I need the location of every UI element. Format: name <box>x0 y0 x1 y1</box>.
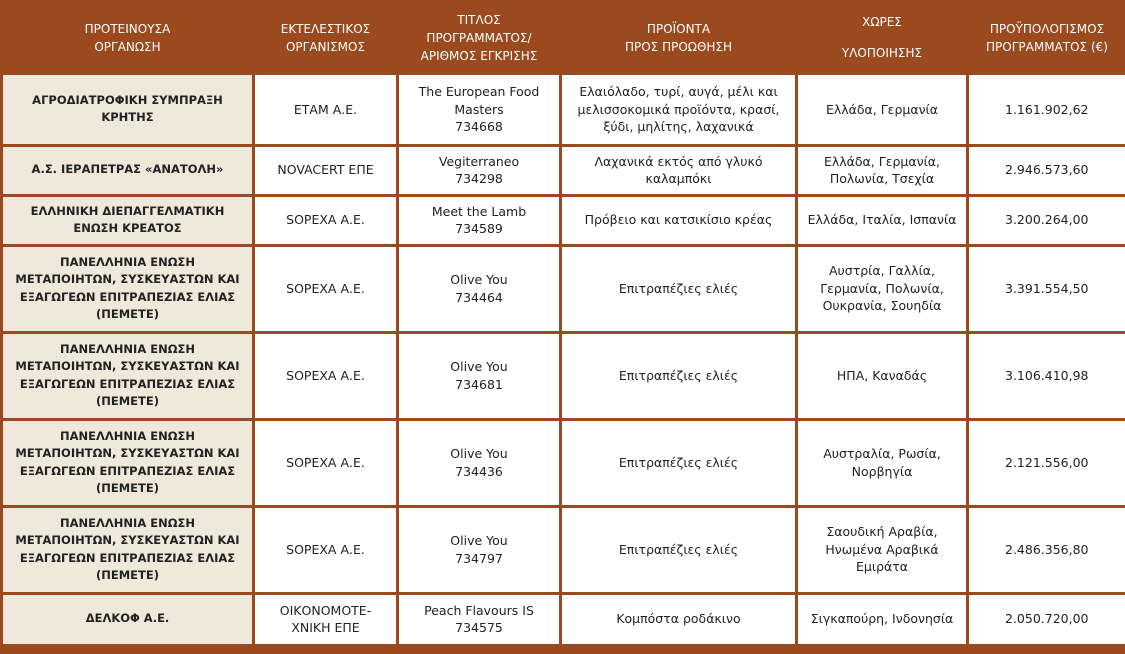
cell-budget: 2.050.720,00 <box>968 593 1125 645</box>
cell-executing-body <box>254 419 398 506</box>
cell-proposing-org <box>2 245 254 332</box>
cell-products <box>561 75 797 145</box>
cell-line: Ελλάδα, Γερμανία, <box>823 153 941 169</box>
cell-line: Masters <box>454 101 504 117</box>
cell-line: Olive You <box>450 446 508 461</box>
cell-countries <box>797 245 968 332</box>
cell-countries <box>797 593 968 645</box>
cell-line: 734681 <box>455 376 503 392</box>
cell-line: Ελλάδα, Γερμανία <box>825 101 939 117</box>
cell-line: Meet the Lamb <box>431 203 527 219</box>
cell-line: The European Food <box>418 84 540 99</box>
table-row <box>2 506 1125 593</box>
cell-line: ΠΑΝΕΛΛΗΝΙΑ ΕΝΩΣΗ <box>60 341 195 356</box>
cell-line: ΜΕΤΑΠΟΙΗΤΩΝ, ΣΥΣΚΕΥΑΣΤΩΝ ΚΑΙ <box>15 272 240 286</box>
table-row <box>2 593 1125 645</box>
cell-line: 734298 <box>455 171 503 186</box>
cell-executing-body <box>254 75 398 145</box>
table-header-row <box>2 0 1125 75</box>
cell-products <box>561 506 797 593</box>
cell-line: Εμιράτα <box>855 559 909 575</box>
cell-line: ΔΕΛΚΟΦ Α.Ε. <box>85 611 170 626</box>
cell-products <box>561 593 797 645</box>
cell-line: μελισσοκομικά προϊόντα, κρασί, <box>577 101 780 117</box>
cell-program-title <box>398 75 561 145</box>
cell-line: ΕΞΑΓΩΓΕΩΝ ΕΠΙΤΡΑΠΕΖΙΑΣ ΕΛΙΑΣ <box>19 289 236 304</box>
cell-line: Olive You <box>450 272 508 287</box>
header-line: ΕΚΤΕΛΕΣΤΙΚΟΣ <box>280 21 371 36</box>
header-line: ΑΡΙΘΜΟΣ ΕΓΚΡΙΣΗΣ <box>420 48 538 63</box>
cell-line: Αυστραλία, Ρωσία, <box>823 446 941 461</box>
cell-budget: 3.106.410,98 <box>968 332 1125 419</box>
cell-line: ΑΓΡΟΔΙΑΤΡΟΦΙΚΗ ΣΥΜΠΡΑΞΗ <box>32 92 223 107</box>
cell-line: Επιτραπέζιες ελιές <box>618 541 739 557</box>
header-line: ΠΡΟΓΡΑΜΜΑΤΟΣ (€) <box>986 39 1108 54</box>
header-executing-body <box>254 0 398 75</box>
cell-line: ΜΕΤΑΠΟΙΗΤΩΝ, ΣΥΣΚΕΥΑΣΤΩΝ ΚΑΙ <box>15 533 240 547</box>
cell-proposing-org <box>2 506 254 593</box>
cell-line: 734464 <box>455 289 503 305</box>
cell-program-title <box>398 332 561 419</box>
cell-line: NOVACERT ΕΠΕ <box>277 162 374 178</box>
cell-line: SOPEXA Α.Ε. <box>286 367 365 383</box>
cell-line: Α.Σ. ΙΕΡΑΠΕΤΡΑΣ «ΑΝΑΤΟΛΗ» <box>31 162 224 177</box>
cell-line: Νορβηγία <box>851 463 913 479</box>
cell-line: ΕΞΑΓΩΓΕΩΝ ΕΠΙΤΡΑΠΕΖΙΑΣ ΕΛΙΑΣ <box>19 376 236 391</box>
cell-line: ΟΙΚΟΝΟΜΟΤΕ- <box>279 602 372 618</box>
cell-line: ΜΕΤΑΠΟΙΗΤΩΝ, ΣΥΣΚΕΥΑΣΤΩΝ ΚΑΙ <box>15 359 240 373</box>
cell-line: Λαχανικά εκτός από γλυκό <box>594 153 763 169</box>
cell-countries <box>797 195 968 245</box>
table-row <box>2 145 1125 195</box>
cell-line: Ηνωμένα Αραβικά <box>825 541 939 557</box>
cell-budget: 2.121.556,00 <box>968 419 1125 506</box>
cell-line: 734668 <box>455 119 503 134</box>
header-line: ΤΙΤΛΟΣ <box>457 12 501 27</box>
cell-budget: 2.946.573,60 <box>968 145 1125 195</box>
header-line: ΧΩΡΕΣ <box>862 14 902 29</box>
header-products <box>561 0 797 75</box>
header-line: ΠΡΟΤΕΙΝΟΥΣΑ <box>84 21 171 36</box>
cell-countries <box>797 75 968 145</box>
header-line: ΠΡΟΓΡΑΜΜΑΤΟΣ/ <box>426 30 532 45</box>
table-row <box>2 332 1125 419</box>
cell-line: Πρόβειο και κατσικίσιο κρέας <box>584 212 773 228</box>
cell-budget: 2.486.356,80 <box>968 506 1125 593</box>
cell-line: Ελαιόλαδο, τυρί, αυγά, μέλι και <box>579 84 778 99</box>
cell-line: Σιγκαπούρη, Ινδονησία <box>810 611 954 627</box>
cell-proposing-org <box>2 75 254 145</box>
header-line: ΟΡΓΑΝΩΣΗ <box>94 39 161 54</box>
cell-line: ΕΞΑΓΩΓΕΩΝ ΕΠΙΤΡΑΠΕΖΙΑΣ ΕΛΙΑΣ <box>19 550 236 565</box>
cell-line: Γερμανία, Πολωνία, <box>820 280 944 296</box>
cell-line: 734436 <box>455 463 503 479</box>
cell-proposing-org <box>2 332 254 419</box>
cell-line: ΕΛΛΗΝΙΚΗ ΔΙΕΠΑΓΓΕΛΜΑΤΙΚΗ <box>30 203 225 218</box>
header-program-title <box>398 0 561 75</box>
cell-line: (ΠΕΜΕΤΕ) <box>96 394 159 408</box>
cell-program-title <box>398 195 561 245</box>
cell-line: ΕΞΑΓΩΓΕΩΝ ΕΠΙΤΡΑΠΕΖΙΑΣ ΕΛΙΑΣ <box>19 463 236 478</box>
cell-line: (ΠΕΜΕΤΕ) <box>96 481 159 495</box>
cell-program-title <box>398 419 561 506</box>
cell-program-title <box>398 593 561 645</box>
cell-products <box>561 245 797 332</box>
cell-products <box>561 195 797 245</box>
cell-line: 734589 <box>455 221 503 236</box>
cell-executing-body <box>254 593 398 645</box>
cell-line: ΠΑΝΕΛΛΗΝΙΑ ΕΝΩΣΗ <box>60 515 195 530</box>
header-line: ΠΡΟΫΠΟΛΟΓΙΣΜΟΣ <box>989 21 1105 36</box>
cell-line: Olive You <box>450 359 508 374</box>
cell-line: Σαουδική Αραβία, <box>826 524 938 540</box>
header-line: ΠΡΟΣ ΠΡΟΩΘΗΣΗ <box>624 39 733 54</box>
cell-executing-body <box>254 332 398 419</box>
cell-line: (ΠΕΜΕΤΕ) <box>96 568 159 582</box>
cell-line: ΜΕΤΑΠΟΙΗΤΩΝ, ΣΥΣΚΕΥΑΣΤΩΝ ΚΑΙ <box>15 446 240 460</box>
cell-line: Κομπόστα ροδάκινο <box>616 611 741 627</box>
cell-program-title <box>398 506 561 593</box>
cell-line: SOPEXA Α.Ε. <box>286 541 365 557</box>
cell-products <box>561 332 797 419</box>
cell-line: ΕΝΩΣΗ ΚΡΕΑΤΟΣ <box>73 221 182 235</box>
table-row <box>2 419 1125 506</box>
cell-line: Vegiterraneo <box>438 153 520 169</box>
table-row <box>2 195 1125 245</box>
cell-executing-body <box>254 245 398 332</box>
cell-line: ξύδι, μηλίτης, λαχανικά <box>603 119 754 134</box>
cell-program-title <box>398 245 561 332</box>
cell-line: Peach Flavours IS <box>424 602 534 618</box>
cell-executing-body <box>254 195 398 245</box>
cell-line: ΧΝΙΚΗ ΕΠΕ <box>291 620 360 635</box>
cell-countries <box>797 145 968 195</box>
cell-countries <box>797 419 968 506</box>
cell-countries <box>797 506 968 593</box>
cell-line: SOPEXA Α.Ε. <box>286 454 365 470</box>
cell-proposing-org <box>2 593 254 645</box>
cell-executing-body <box>254 145 398 195</box>
cell-line: ΚΡΗΤΗΣ <box>101 110 154 125</box>
cell-products <box>561 145 797 195</box>
cell-line: ΠΑΝΕΛΛΗΝΙΑ ΕΝΩΣΗ <box>60 428 195 443</box>
cell-program-title <box>398 145 561 195</box>
cell-line: SOPEXA Α.Ε. <box>286 280 365 296</box>
table-body <box>2 75 1125 645</box>
cell-line: Επιτραπέζιες ελιές <box>618 367 739 383</box>
cell-line: ΗΠΑ, Καναδάς <box>836 367 928 383</box>
cell-products <box>561 419 797 506</box>
cell-budget: 1.161.902,62 <box>968 75 1125 145</box>
cell-line: ΕΤΑΜ Α.Ε. <box>293 101 358 117</box>
header-line: ΥΛΟΠΟΙΗΣΗΣ <box>841 45 923 60</box>
cell-line: 734797 <box>455 550 503 566</box>
table-row <box>2 245 1125 332</box>
cell-executing-body <box>254 506 398 593</box>
cell-line: Αυστρία, Γαλλία, <box>828 263 936 279</box>
table-row <box>2 75 1125 145</box>
cell-proposing-org <box>2 195 254 245</box>
cell-line: ΠΑΝΕΛΛΗΝΙΑ ΕΝΩΣΗ <box>60 254 195 269</box>
cell-proposing-org <box>2 145 254 195</box>
cell-line: Ουκρανία, Σουηδία <box>822 298 942 314</box>
header-line: ΠΡΟΪΟΝΤΑ <box>646 21 711 36</box>
cell-line: 734575 <box>455 620 503 635</box>
cell-line: Επιτραπέζιες ελιές <box>618 454 739 470</box>
cell-line: Επιτραπέζιες ελιές <box>618 280 739 296</box>
cell-budget: 3.200.264,00 <box>968 195 1125 245</box>
cell-line: Olive You <box>450 533 508 548</box>
cell-line: SOPEXA Α.Ε. <box>286 212 365 228</box>
cell-line: καλαμπόκι <box>645 171 712 186</box>
cell-line: Πολωνία, Τσεχία <box>829 171 935 186</box>
cell-countries <box>797 332 968 419</box>
header-budget <box>968 0 1125 75</box>
cell-line: (ΠΕΜΕΤΕ) <box>96 307 159 321</box>
header-line: ΟΡΓΑΝΙΣΜΟΣ <box>285 39 366 54</box>
cell-line: Ελλάδα, Ιταλία, Ισπανία <box>807 212 957 228</box>
cell-budget: 3.391.554,50 <box>968 245 1125 332</box>
header-countries <box>797 0 968 75</box>
header-proposing-org <box>2 0 254 75</box>
cell-proposing-org <box>2 419 254 506</box>
